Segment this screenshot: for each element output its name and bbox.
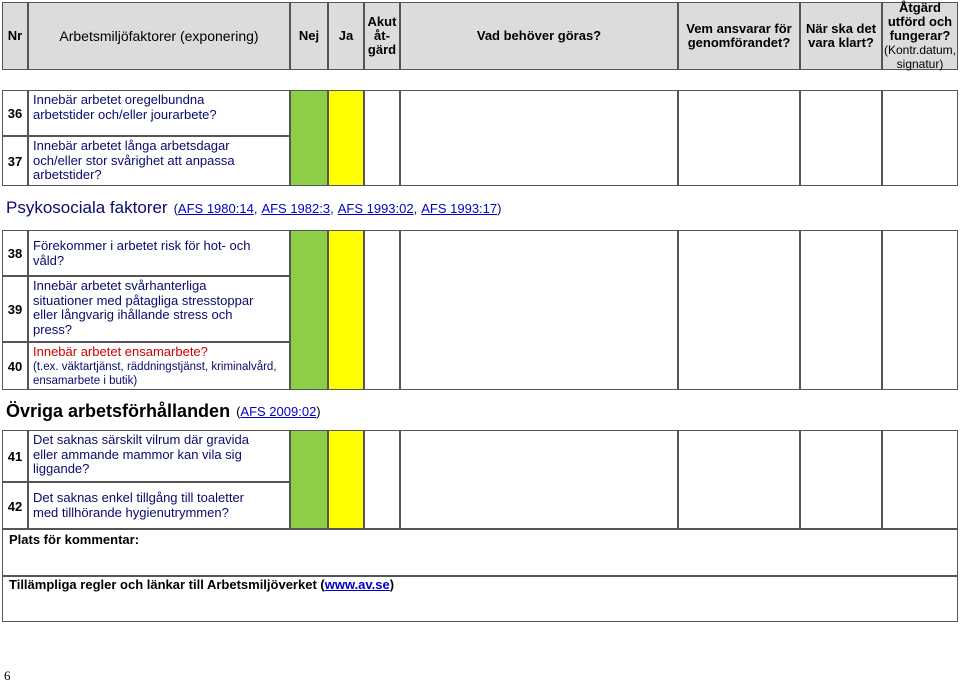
ref-link[interactable]: AFS 1993:02 [337,200,414,216]
nej-checkbox[interactable] [290,430,328,530]
section-ovriga: Övriga arbetsförhållanden ( AFS 2009:02 ) [2,394,958,428]
question-text: Det saknas särskilt vilrum där gravida eller ammande mammor kan vila sig liggande? [28,430,290,482]
row-number: 42 [2,482,28,530]
question-text: Innebär arbetet långa arbetsdagar och/eller stor svårighet att anpassa arbetstider? [28,136,290,186]
ref-link[interactable]: AFS 1982:3 [261,200,331,216]
akut-field[interactable] [364,90,400,186]
comments-box[interactable] [2,528,958,576]
header-nar: När ska det vara klart? [800,2,882,70]
header-atgard: Åtgärd utförd och fungerar? (Kontr.datum, signatur) [883,0,957,71]
question-text: Innebär arbetet svårhanterliga situationer med påtagliga stresstoppar eller långvarig ihållande stress och press? [28,276,290,342]
vem-field[interactable] [678,430,800,530]
question-text: Innebär arbetet ensamarbete? (t.ex. väktartjänst, räddningstjänst, kriminalvård, ensamarbete i butik) [28,342,290,390]
ref-link[interactable]: AFS 1993:17 [421,200,498,216]
vad-field[interactable] [400,90,678,186]
regulations-box: Tillämpliga regler och länkar till Arbetsmiljöverket (www.av.se) [2,576,958,622]
vem-field[interactable] [678,90,800,186]
header-ja: Ja [328,2,364,70]
nej-checkbox[interactable] [290,230,328,390]
header-vem: Vem ansvarar för genomförandet? [678,2,800,70]
page-number: 6 [4,668,11,683]
header-vad: Vad behöver göras? [400,2,678,70]
ref-link[interactable]: AFS 2009:02 [240,403,317,419]
nar-field[interactable] [800,90,882,186]
nej-checkbox[interactable] [290,90,328,186]
atgard-field[interactable] [882,230,958,390]
ref-link[interactable]: AFS 1980:14 [177,200,254,216]
header-nej: Nej [290,2,328,70]
vad-field[interactable] [400,430,678,530]
atgard-field[interactable] [882,430,958,530]
row-number: 40 [2,342,28,390]
akut-field[interactable] [364,430,400,530]
nar-field[interactable] [800,430,882,530]
question-text: Innebär arbetet oregelbundna arbetstider och/eller jourarbete? [28,90,290,136]
nar-field[interactable] [800,230,882,390]
row-number: 39 [2,276,28,342]
row-number: 36 [2,90,28,136]
header-nr: Nr [2,2,28,70]
ja-checkbox[interactable] [328,230,364,390]
row-number: 38 [2,230,28,276]
atgard-field[interactable] [882,90,958,186]
ja-checkbox[interactable] [328,430,364,530]
section-psykosociala: Psykosociala faktorer ( AFS 1980:14 , AFS 1982:3 , AFS 1993:02 , AFS 1993:17 ) [2,190,958,226]
comments-label: Plats för kommentar: [9,532,140,547]
question-text: Det saknas enkel tillgång till toaletter med tillhörande hygienutrymmen? [28,482,290,530]
vad-field[interactable] [400,230,678,390]
vem-field[interactable] [678,230,800,390]
av-link[interactable]: www.av.se [324,577,390,592]
ja-checkbox[interactable] [328,90,364,186]
row-number: 37 [2,136,28,186]
question-text: Förekommer i arbetet risk för hot- och våld? [28,230,290,276]
header-akut: Akut åt- gärd [364,2,400,70]
row-number: 41 [2,430,28,482]
akut-field[interactable] [364,230,400,390]
header-factors: Arbetsmiljöfaktorer (exponering) [28,2,290,70]
